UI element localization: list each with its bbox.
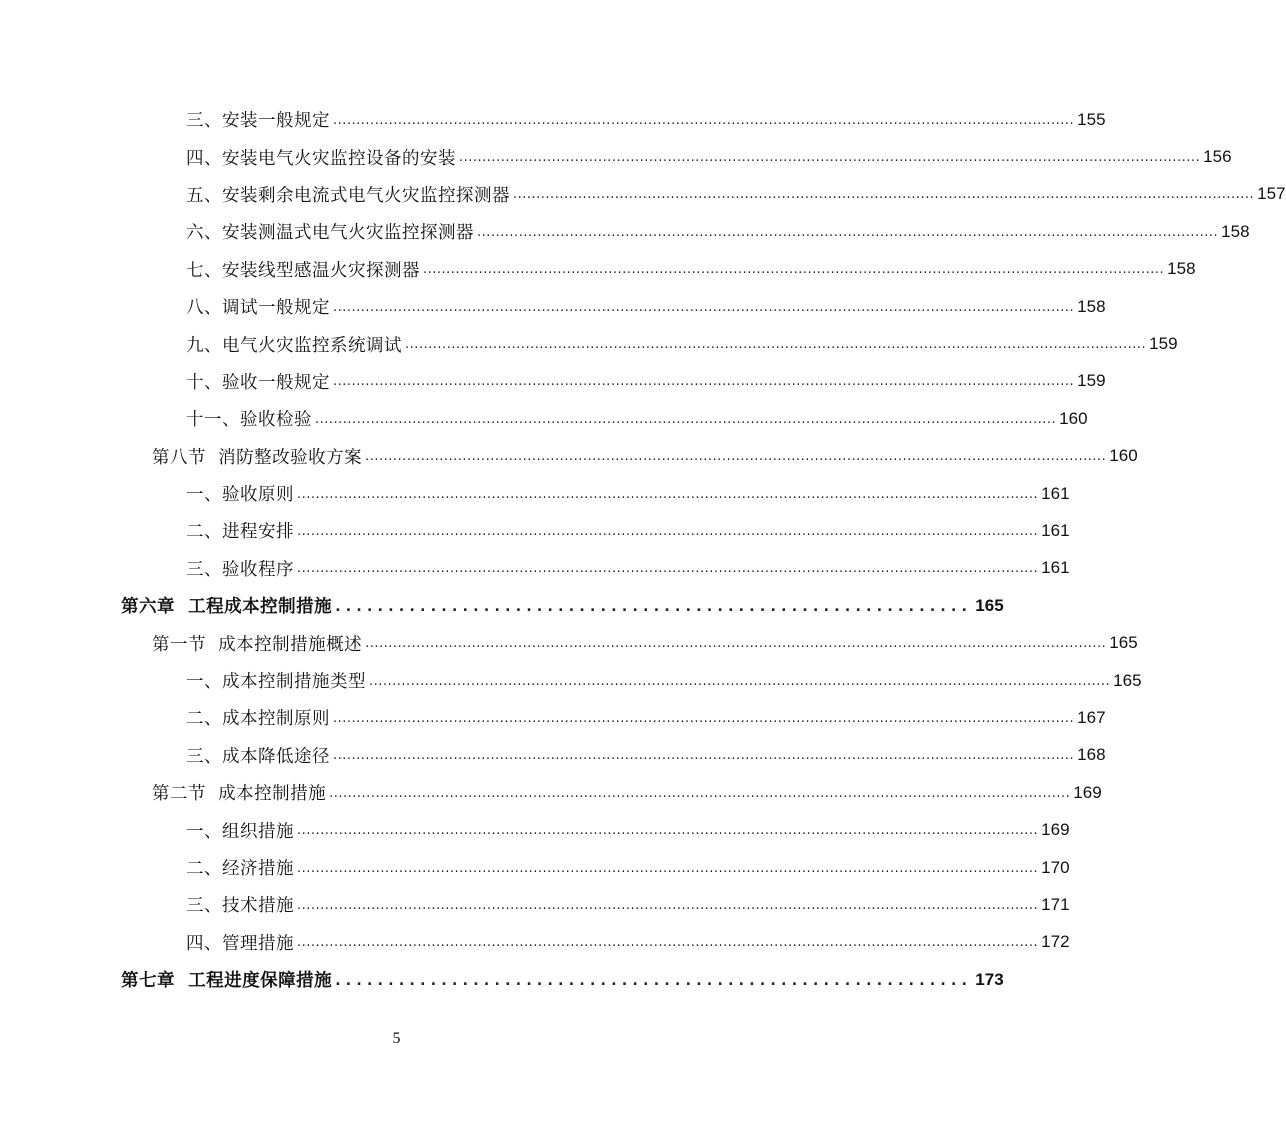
toc-entry-title: 三、安装一般规定 [186,111,330,132]
toc-entry-title: 四、管理措施 [186,933,294,954]
toc-entry[interactable] [0,101,1106,138]
toc-entry[interactable] [0,325,1178,362]
toc-dot-leader: ................................................................................................................................................................ [297,486,1039,502]
toc-section-entry[interactable] [0,774,1102,811]
toc-dot-leader: ................................................................................................................................................................ [333,112,1075,128]
toc-entry-title: 第八节 消防整改验收方案 [152,447,363,468]
toc-entry-page: 168 [1077,745,1106,765]
toc-dot-leader: ................................................................................................................................................................ [369,673,1111,689]
toc-entry-page: 165 [1109,633,1138,653]
toc-dot-leader: ................................................................................................................................................................ [423,262,1165,278]
toc-dot-leader: ................................................................................................................................................................ [297,823,1039,839]
toc-entry[interactable] [0,662,1142,699]
toc-entry-page: 161 [1041,483,1070,503]
toc-entry[interactable] [0,288,1106,325]
toc-entry-page: 156 [1203,147,1232,167]
toc-entry-title: 十一、验收检验 [186,410,312,431]
toc-dot-leader: ................................................................................................................................................................ [477,224,1219,240]
toc-dot-leader: ................................................................................................................................................................ [297,935,1039,951]
toc-entry[interactable] [0,363,1106,400]
toc-dot-leader: ................................................................................................................................................................ [365,636,1107,652]
toc-dot-leader: ................................................................................................................................................................ [297,897,1039,913]
toc-entry-page: 169 [1073,782,1102,802]
toc-dot-leader: ................................................................................................................................................................ [459,150,1201,166]
toc-dot-leader: ............................................................ [335,598,973,615]
toc-entry-title: 七、安装线型感温火灾探测器 [186,260,420,281]
toc-entry-title: 八、调试一般规定 [186,298,330,319]
toc-dot-leader: ................................................................................................................................................................ [333,748,1075,764]
toc-entry-page: 160 [1109,446,1138,466]
toc-entry-title: 三、成本降低途径 [186,746,330,767]
toc-entry-title: 一、验收原则 [186,485,294,506]
toc-entry[interactable] [0,213,1250,250]
toc-section-entry[interactable] [0,624,1138,661]
table-of-contents [0,101,1286,998]
toc-dot-leader: ................................................................................................................................................................ [297,561,1039,577]
toc-entry[interactable] [0,886,1070,923]
page-number: 5 [392,1030,401,1047]
toc-entry[interactable] [0,737,1106,774]
toc-entry-title: 三、技术措施 [186,896,294,917]
toc-dot-leader: ................................................................................................................................................................ [333,299,1075,315]
toc-entry[interactable] [0,475,1070,512]
toc-entry-title: 第一节 成本控制措施概述 [152,634,363,655]
toc-entry-page: 173 [975,969,1004,989]
toc-chapter-entry[interactable] [0,587,1004,624]
toc-entry[interactable] [0,550,1070,587]
toc-dot-leader: ............................................................ [335,972,973,989]
toc-entry-title: 第七章 工程进度保障措施 [121,971,333,992]
toc-entry-title: 二、进程安排 [186,522,294,543]
toc-entry-page: 157 [1257,184,1286,204]
toc-entry[interactable] [0,176,1286,213]
toc-entry-page: 165 [1113,670,1142,690]
toc-entry-page: 158 [1221,221,1250,241]
toc-entry-title: 一、组织措施 [186,821,294,842]
toc-entry[interactable] [0,400,1088,437]
toc-entry-page: 167 [1077,707,1106,727]
toc-entry-title: 五、安装剩余电流式电气火灾监控探测器 [186,185,510,206]
toc-entry-page: 160 [1059,408,1088,428]
toc-entry-title: 六、安装测温式电气火灾监控探测器 [186,223,474,244]
toc-dot-leader: ................................................................................................................................................................ [297,523,1039,539]
toc-section-entry[interactable] [0,438,1138,475]
toc-entry-title: 二、成本控制原则 [186,709,330,730]
toc-entry-page: 159 [1077,371,1106,391]
toc-entry-page: 169 [1041,820,1070,840]
toc-dot-leader: ................................................................................................................................................................ [297,860,1039,876]
toc-dot-leader: ................................................................................................................................................................ [329,785,1071,801]
toc-entry-title: 一、成本控制措施类型 [186,672,366,693]
toc-entry-title: 第六章 工程成本控制措施 [121,597,333,618]
toc-entry[interactable] [0,849,1070,886]
toc-dot-leader: ................................................................................................................................................................ [405,337,1147,353]
toc-entry-page: 170 [1041,857,1070,877]
toc-entry-page: 161 [1041,558,1070,578]
toc-entry[interactable] [0,699,1106,736]
toc-dot-leader: ................................................................................................................................................................ [315,411,1057,427]
toc-dot-leader: ................................................................................................................................................................ [513,187,1255,203]
toc-dot-leader: ................................................................................................................................................................ [333,710,1075,726]
toc-entry[interactable] [0,924,1070,961]
toc-entry-title: 九、电气火灾监控系统调试 [186,335,402,356]
toc-chapter-entry[interactable] [0,961,1004,998]
toc-entry-page: 155 [1077,109,1106,129]
toc-entry[interactable] [0,512,1070,549]
toc-entry-page: 161 [1041,520,1070,540]
toc-entry[interactable] [0,251,1196,288]
toc-entry-title: 三、验收程序 [186,559,294,580]
toc-entry-page: 158 [1077,296,1106,316]
toc-entry-title: 第二节 成本控制措施 [152,784,327,805]
toc-entry-title: 二、经济措施 [186,859,294,879]
toc-entry-title: 四、安装电气火灾监控设备的安装 [186,148,456,169]
toc-entry[interactable] [0,811,1070,848]
toc-entry-page: 165 [975,595,1004,615]
toc-entry-page: 158 [1167,259,1196,279]
toc-entry-page: 171 [1041,894,1070,914]
toc-entry[interactable] [0,138,1232,175]
toc-entry-page: 159 [1149,334,1178,354]
toc-entry-page: 172 [1041,932,1070,952]
toc-entry-title: 十、验收一般规定 [186,372,330,393]
toc-dot-leader: ................................................................................................................................................................ [365,449,1107,465]
toc-dot-leader: ................................................................................................................................................................ [333,374,1075,390]
